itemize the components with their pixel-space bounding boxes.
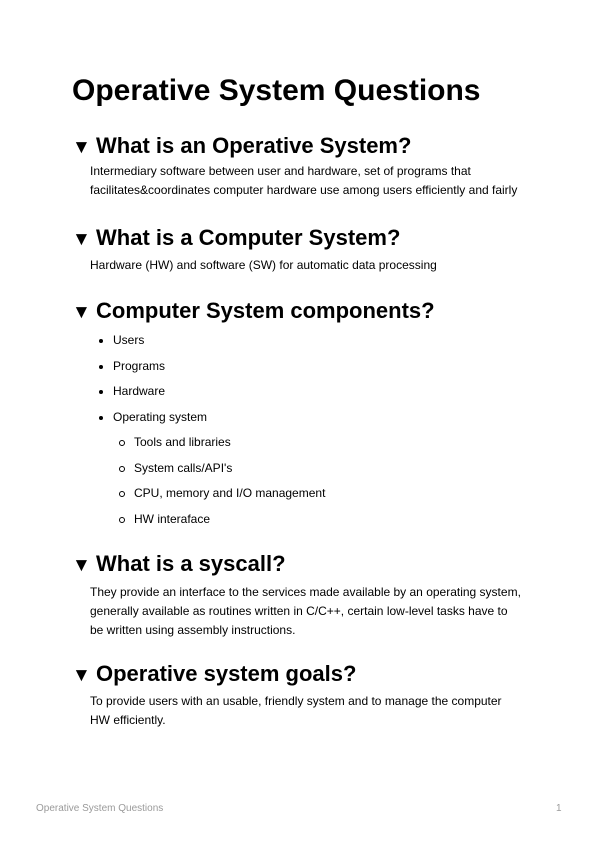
body-line: facilitates&coordinates computer hardware use among users efficiently and fairly [90,183,518,197]
triangle-down-icon[interactable]: ▼ [72,137,91,158]
section-heading-text: Operative system goals? [96,661,357,686]
bullet-ring [119,517,125,523]
list-item-text: CPU, memory and I/O management [134,486,326,500]
body-line: Intermediary software between user and hardware, set of programs that [90,164,471,178]
bullet-ring [119,491,125,497]
section-heading-what-is-computer-system[interactable] [72,225,400,253]
list-item-text: Hardware [113,384,166,398]
triangle-down-icon[interactable]: ▼ [72,555,91,576]
list-item [90,382,325,408]
components-list [90,331,325,535]
section-heading-goals[interactable] [72,661,356,689]
body-line: To provide users with an usable, friendly system and to manage the computer [90,694,502,708]
sub-list-item [90,484,325,510]
page-title: Operative System Questions [72,74,481,107]
section-body [90,162,530,200]
triangle-down-icon[interactable]: ▼ [72,665,91,686]
list-item [90,331,325,357]
sub-list-item [90,433,325,459]
section-heading-what-is-os[interactable] [72,133,411,161]
section-heading-text: What is a Computer System? [96,225,401,250]
section-heading-text: What is an Operative System? [96,133,412,158]
body-line: They provide an interface to the services made available by an operating system, [90,585,521,599]
section-heading-text: Computer System components? [96,298,435,323]
list-item [90,357,325,383]
list-item-text: Operating system [113,409,208,424]
triangle-down-icon[interactable]: ▼ [72,229,91,250]
section-body [90,256,530,275]
bullet-dot [99,365,103,369]
triangle-down-icon[interactable]: ▼ [72,302,91,323]
bullet-ring [119,466,125,472]
list-item-text: HW interaface [134,511,211,526]
list-item [90,408,325,434]
section-body [90,692,530,730]
section-heading-components[interactable] [72,298,435,326]
list-item-text: Users [113,333,145,347]
bullet-ring [119,440,125,446]
section-heading-syscall[interactable] [72,551,286,579]
bullet-dot [99,416,103,420]
body-line: be written using assembly instructions. [90,623,296,637]
section-heading-text: What is a syscall? [96,551,286,576]
sub-list-item [90,510,325,536]
sub-list-item [90,459,325,485]
footer-title: Operative System Questions [36,803,164,814]
body-line: Hardware (HW) and software (SW) for automatic data processing [90,258,437,272]
bullet-dot [99,390,103,394]
section-body [90,583,530,640]
body-line: generally available as routines written in C/C++, certain low-level tasks have to [90,604,508,618]
page-number: 1 [556,803,562,814]
bullet-dot [99,339,103,343]
body-line: HW efficiently. [90,713,166,727]
list-item-text: Tools and libraries [134,435,231,449]
list-item-text: Programs [113,358,166,373]
list-item-text: System calls/API's [134,460,233,475]
